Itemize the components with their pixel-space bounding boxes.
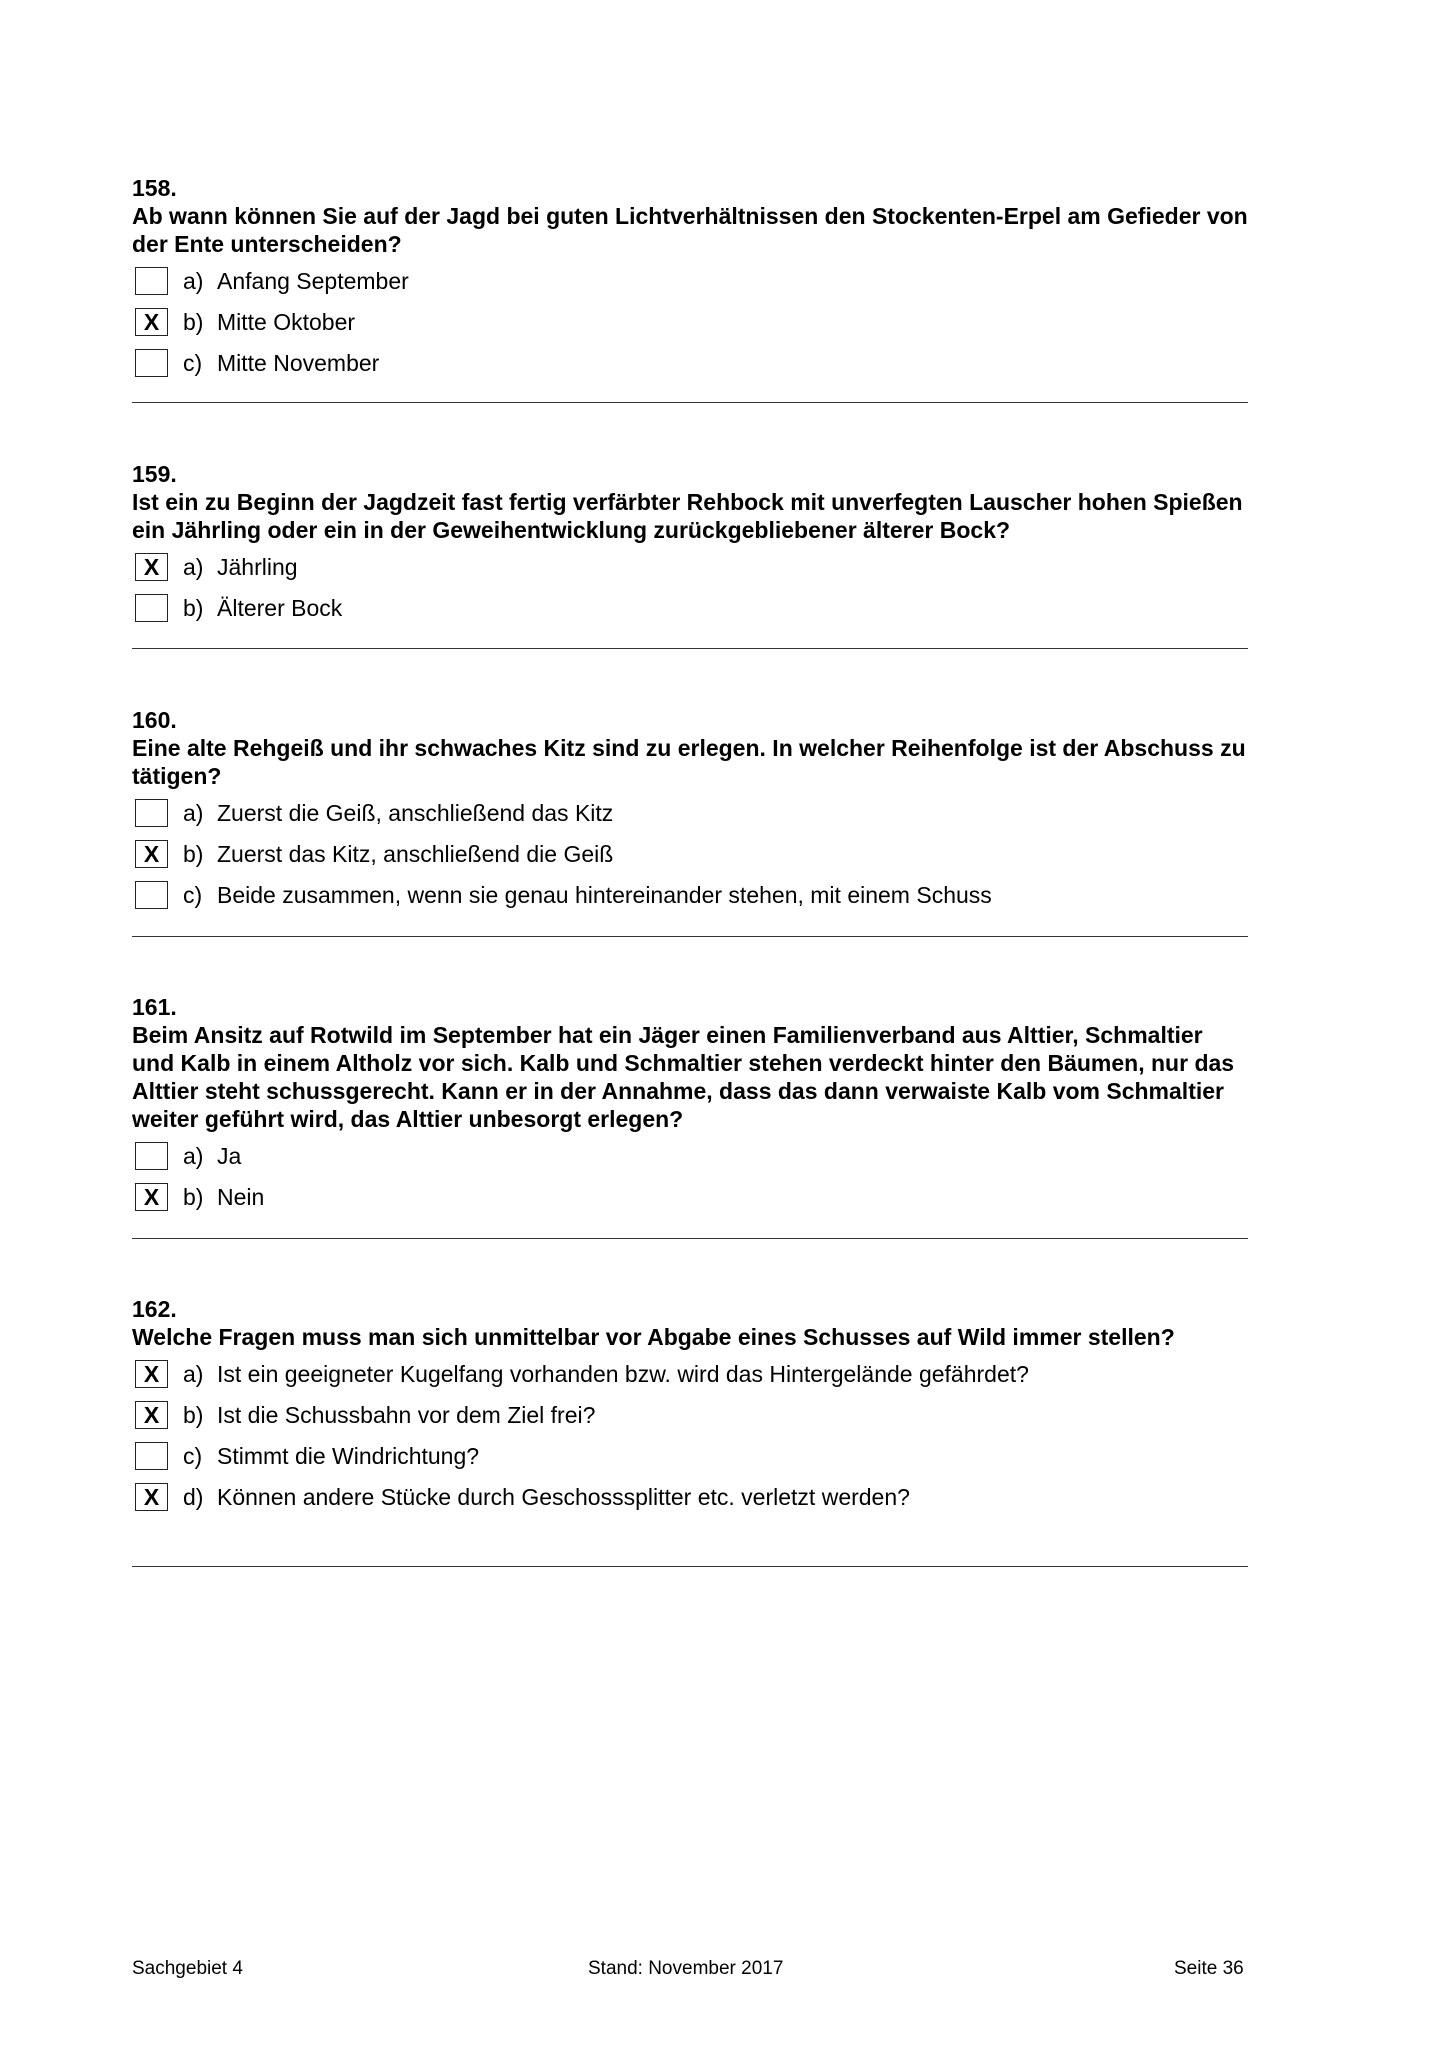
option-text: Mitte November: [217, 349, 380, 376]
option-letter: c): [183, 1442, 203, 1469]
check-mark: X: [143, 840, 160, 867]
checkbox[interactable]: [135, 881, 168, 909]
divider: [132, 1566, 1248, 1567]
option-text: Können andere Stücke durch Geschosssplitter etc. verletzt werden?: [217, 1483, 910, 1510]
option-letter: a): [183, 267, 204, 294]
option-text: Zuerst das Kitz, anschließend die Geiß: [217, 840, 614, 867]
check-mark: X: [143, 1483, 160, 1510]
option-letter: b): [183, 1401, 204, 1428]
answer-options: [132, 798, 1248, 910]
option-letter: a): [183, 1142, 204, 1169]
checkbox[interactable]: [135, 1360, 168, 1388]
question-number: 159.: [132, 461, 177, 487]
option-letter: a): [183, 553, 204, 580]
question-text: Ab wann können Sie auf der Jagd bei guten Lichtverhältnissen den Stockenten-Erpel am Gefieder von der Ente unterscheiden?: [132, 203, 1248, 257]
option-text: Anfang September: [217, 267, 409, 294]
checkbox[interactable]: [135, 1142, 168, 1170]
option-c: [132, 348, 1248, 378]
option-b: [132, 1400, 1248, 1430]
checkbox[interactable]: [135, 267, 168, 295]
option-b: [132, 839, 1248, 869]
option-text: Ja: [217, 1142, 242, 1169]
option-letter: a): [183, 1360, 204, 1387]
answer-options: [132, 552, 1248, 623]
divider: [132, 936, 1248, 937]
option-letter: c): [183, 349, 203, 376]
option-c: [132, 1441, 1248, 1471]
check-mark: X: [143, 553, 160, 580]
checkbox[interactable]: [135, 1183, 168, 1211]
question-158: [132, 174, 1248, 389]
question-text: Eine alte Rehgeiß und ihr schwaches Kitz sind zu erlegen. In welcher Reihenfolge ist der Abschuss zu tätigen?: [132, 735, 1246, 789]
option-text: Nein: [217, 1183, 265, 1210]
question-number: 160.: [132, 707, 177, 733]
footer-center: Stand: November 2017: [588, 1958, 784, 1979]
question-160: [132, 706, 1248, 921]
check-mark: X: [143, 1360, 160, 1387]
checkbox[interactable]: [135, 1442, 168, 1470]
option-text: Jährling: [217, 553, 298, 580]
check-mark: X: [143, 1183, 160, 1210]
question-number: 161.: [132, 994, 177, 1020]
option-text: Zuerst die Geiß, anschließend das Kitz: [217, 799, 614, 826]
checkbox[interactable]: [135, 553, 168, 581]
checkbox[interactable]: [135, 349, 168, 377]
option-a: [132, 552, 1248, 582]
option-text: Stimmt die Windrichtung?: [217, 1442, 480, 1469]
divider: [132, 402, 1248, 403]
option-letter: b): [183, 594, 204, 621]
question-text: Beim Ansitz auf Rotwild im September hat ein Jäger einen Familienverband aus Alttier, Schmaltier und Kalb in einem Altholz vor sich. Kalb und Schmaltier stehen verdeckt hinter den Bäumen, nur das Alttier steht schussgerecht. Kann er in der Annahme, dass das dann verwaiste Kalb vom Schmaltier weiter geführt wird, das Alttier unbesorgt erlegen?: [132, 1022, 1235, 1132]
checkbox[interactable]: [135, 308, 168, 336]
check-mark: X: [143, 1401, 160, 1428]
option-letter: c): [183, 881, 203, 908]
option-text: Ist ein geeigneter Kugelfang vorhanden bzw. wird das Hintergelände gefährdet?: [217, 1360, 1029, 1387]
question-text: Ist ein zu Beginn der Jagdzeit fast fertig verfärbter Rehbock mit unverfegten Lauscher hohen Spießen ein Jährling oder ein in der Geweihentwicklung zurückgebliebener älterer Bock?: [132, 489, 1243, 543]
answer-options: [132, 1141, 1248, 1212]
checkbox[interactable]: [135, 1401, 168, 1429]
option-a: [132, 1359, 1248, 1389]
answer-options: [132, 266, 1248, 378]
option-letter: a): [183, 799, 204, 826]
option-letter: b): [183, 1183, 204, 1210]
option-a: [132, 266, 1248, 296]
option-letter: b): [183, 840, 204, 867]
answer-options: [132, 1359, 1248, 1512]
footer-left: Sachgebiet 4: [132, 1958, 243, 1979]
checkbox[interactable]: [135, 799, 168, 827]
option-text: Beide zusammen, wenn sie genau hintereinander stehen, mit einem Schuss: [217, 881, 992, 908]
divider: [132, 648, 1248, 649]
divider: [132, 1238, 1248, 1239]
checkbox[interactable]: [135, 1483, 168, 1511]
question-159: [132, 460, 1248, 634]
option-d: [132, 1482, 1248, 1512]
check-mark: X: [143, 308, 160, 335]
question-161: [132, 993, 1248, 1223]
question-162: [132, 1295, 1248, 1523]
option-b: [132, 307, 1248, 337]
option-text: Älterer Bock: [217, 594, 343, 621]
option-text: Ist die Schussbahn vor dem Ziel frei?: [217, 1401, 596, 1428]
option-b: [132, 593, 1248, 623]
footer-right: Seite 36: [1174, 1958, 1244, 1979]
question-number: 158.: [132, 175, 177, 201]
option-c: [132, 880, 1248, 910]
option-a: [132, 798, 1248, 828]
checkbox[interactable]: [135, 840, 168, 868]
option-b: [132, 1182, 1248, 1212]
option-a: [132, 1141, 1248, 1171]
option-text: Mitte Oktober: [217, 308, 356, 335]
question-text: Welche Fragen muss man sich unmittelbar vor Abgabe eines Schusses auf Wild immer stellen?: [132, 1324, 1175, 1350]
option-letter: d): [183, 1483, 204, 1510]
checkbox[interactable]: [135, 594, 168, 622]
question-number: 162.: [132, 1296, 177, 1322]
option-letter: b): [183, 308, 204, 335]
